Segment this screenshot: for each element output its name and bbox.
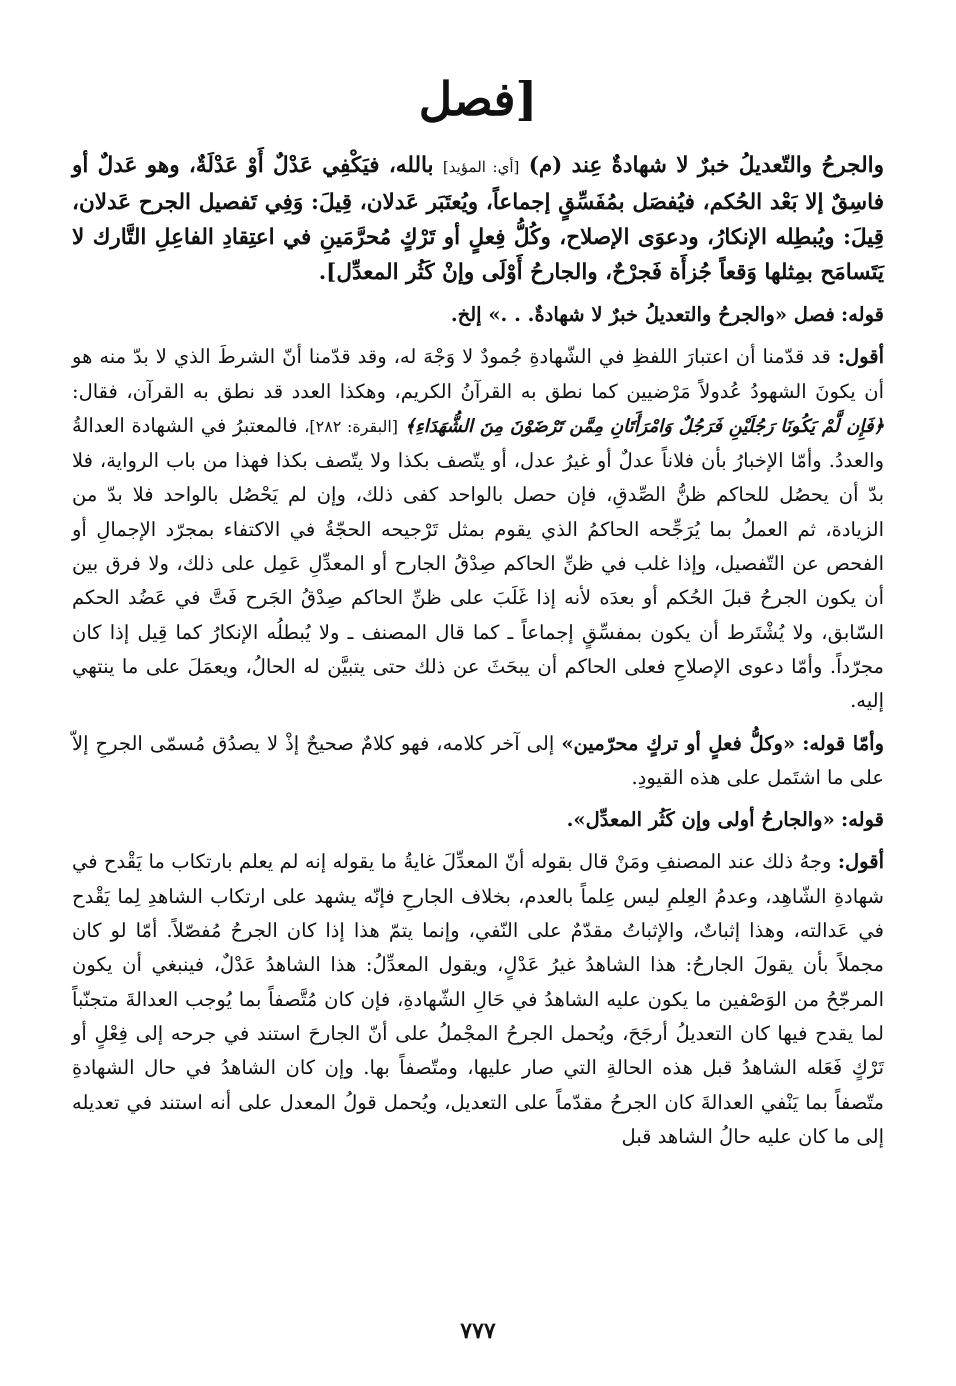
commentary-paragraph	[72, 803, 884, 837]
commentary-paragraph	[72, 727, 884, 796]
commentary-paragraph	[72, 298, 884, 332]
paragraph-text: إلى آخر كلامه، فهو كلامٌ صحيحٌ إذْ لا يصدُق مُسمّى الجرحِ إلاّ على ما اشتَمل على هذه القيودِ.	[72, 731, 884, 789]
page-number: ٧٧٧	[460, 1318, 496, 1344]
matn-part1: والجرحُ والتّعديلُ خبرٌ لا شهادةٌ عِند (م)	[528, 153, 884, 178]
quoted-text: «وكلُّ فعلٍ أو تركٍ محرّمين»	[561, 731, 796, 755]
paragraph-lead: وأمّا قوله:	[802, 731, 885, 755]
section-title: [فصل	[418, 72, 538, 126]
commentary-paragraph	[72, 340, 884, 718]
page-footer	[0, 1318, 956, 1344]
paragraph-text: قد قدّمنا أن اعتبارَ اللفظِ في الشّهادةِ جُمودٌ لا وَجْهَ له، وقد قدّمنا أنّ الشرطَ الذي لا بدّ منه هو أن يكونَ الشهودُ عُدولاً مَرْضيين كما نطق به القرآنُ الكريم، وهكذا العدد قد نطق به القرآن، فقال:	[72, 345, 884, 403]
quoted-text: «والجارحُ أولى وإن كَثُر المعدِّل».	[566, 808, 835, 832]
paragraph-text: وجهُ ذلك عند المصنفِ ومَنْ قال بقوله أنّ المعدِّلَ غايةُ ما يقوله إنه لم يعلم بارتكاب ما يَقْدح في شهادةِ الشّاهِد، وعدمُ العِلمِ ليس عِلماً بالعدم، بخلاف الجارحِ فإنّه يشهد على ارتكاب الشاهدِ لِما يَقْدح في عَدالته، وهذا إثباتٌ، والإثباتُ مقدّمٌ على النّفي، وإنما يتمّ هذا إذا كان الجرحُ مُفصّلاً. أمّا لو كان مجملاً بأن يقولَ الجارحُ: هذا الشاهدُ غيرُ عَدْلٍ، ويقول المعدِّلُ: هذا الشاهدُ عَدْلٌ، فينبغي أن يكون المرجّحُ من الوَصْفين ما يكون عليه الشاهدُ في حَالِ الشّهادةِ، فإن كان مُتَّصفاً بما يُوجب العدالةَ متجنّباً لما يقدح فيها كان التعديلُ أرجَحَ، ويُحمل الجرحُ المجْملُ على أنّ الجارحَ استند في جرحه إلى فِعْلٍ أو تَرْكٍ فَعَله الشاهدُ قبل هذه الحالةِ التي صار عليها، ومتّصفاً بها. وإن كان الشاهدُ في حال الشهادةِ متّصفاً بما يَنْفي العدالةَ كان الجرحُ مقدّماً على التعديل، ويُحمل قولُ المعدل على أنه استند في تعديله إلى ما كان عليه حالُ الشاهد قبل	[72, 850, 884, 1148]
matn-note: [أي: المؤيد]	[442, 158, 520, 176]
page-content	[72, 148, 884, 1154]
paragraph-lead: أقول:	[837, 345, 884, 369]
matn-text	[72, 148, 884, 290]
quran-verse: ﴿فَإِن لَّمْ يَكُونَا رَجُلَيْنِ فَرَجُلٌ وَامْرَأَتَانِ مِمَّن تَرْضَوْنَ مِنَ الشُّهَدَاءِ﴾	[404, 415, 885, 437]
verse-reference: [البقرة: ٢٨٢]،	[304, 416, 399, 436]
section-header	[0, 72, 956, 126]
paragraph-lead: قوله:	[841, 808, 884, 832]
commentary-paragraph	[72, 845, 884, 1154]
paragraph-lead: قوله:	[841, 303, 884, 326]
paragraph-text: فالمعتبرُ في الشهادة العدالةُ والعددُ. وأمّا الإخبارُ بأن فلاناً عدلٌ أو غيرُ عدل، أو يتّصف بكذا ولا يتّصف بكذا فهذا من باب الرواية، فلا بدّ أن يحصُل للحاكم ظنُّ الصِّدقِ، فإن حصل بالواحد كفى ذلك، وإن لم يَحْصُل بالواحد فلا بدّ من الزيادة، ثم العملُ بما يُرَجِّحه الحاكمُ الذي يقوم بمثل تَرْجيحه الحجّةُ في الاكتفاء بمجرّد الإجمالِ أو الفحص عن التّفصيل، وإذا غلب في ظنِّ الحاكم صِدْقُ الجارح أو المعدِّلِ عَمِل على ذلك، ولا فرق بين أن يكون الجرحُ قبلَ الحُكم أو بعدَه لأنه إذا غَلَبَ على ظنِّ الحاكم صِدْقُ الجَرح فَتَّ في عَضُد الحكم السّابق، ولا يُشْتَرط أن يكون بمفسِّقٍ إجماعاً ـ كما قال المصنف ـ ولا يُبطلُه الإنكارُ كما قِيل إذا كان مجرّداً. وأمّا دعوى الإصلاحِ فعلى الحاكم أن يبحَثَ عن ذلك حتى يتبيَّن له الحالُ، ويعمَلَ على ما ينتهي إليه.	[72, 413, 884, 713]
matn-part2: بالله، فيَكْفِي عَدْلٌ أَوْ عَدْلَةٌ، وهو عَدلٌ أو فاسِقٌ إلا بَعْد الحُكم، فيُفصَل بمُفَسِّقٍ إجماعاً، ويُعتَبَر عَدلان، قِيلَ: وَفِي تَفصيل الجرح عَدلان، قِيلَ: ويُبطِله الإنكارُ، ودعوَى الإصلاح، وكُلُّ فِعلٍ أو تَرْكٍ مُحرَّمَينِ في اعتِقادِ الفاعِلِ التَّارك لا يَتَسامَح بمِثلها وَقعاً جُزأَة فَجرْحٌ، والجارحُ أَوْلَى وإنْ كَثُر المعدِّل].	[72, 153, 884, 285]
quoted-text: فصل «والجرحُ والتعديلُ خبرٌ لا شهادةٌ. . .» إلخ.	[450, 303, 835, 326]
paragraph-lead: أقول:	[837, 850, 884, 874]
